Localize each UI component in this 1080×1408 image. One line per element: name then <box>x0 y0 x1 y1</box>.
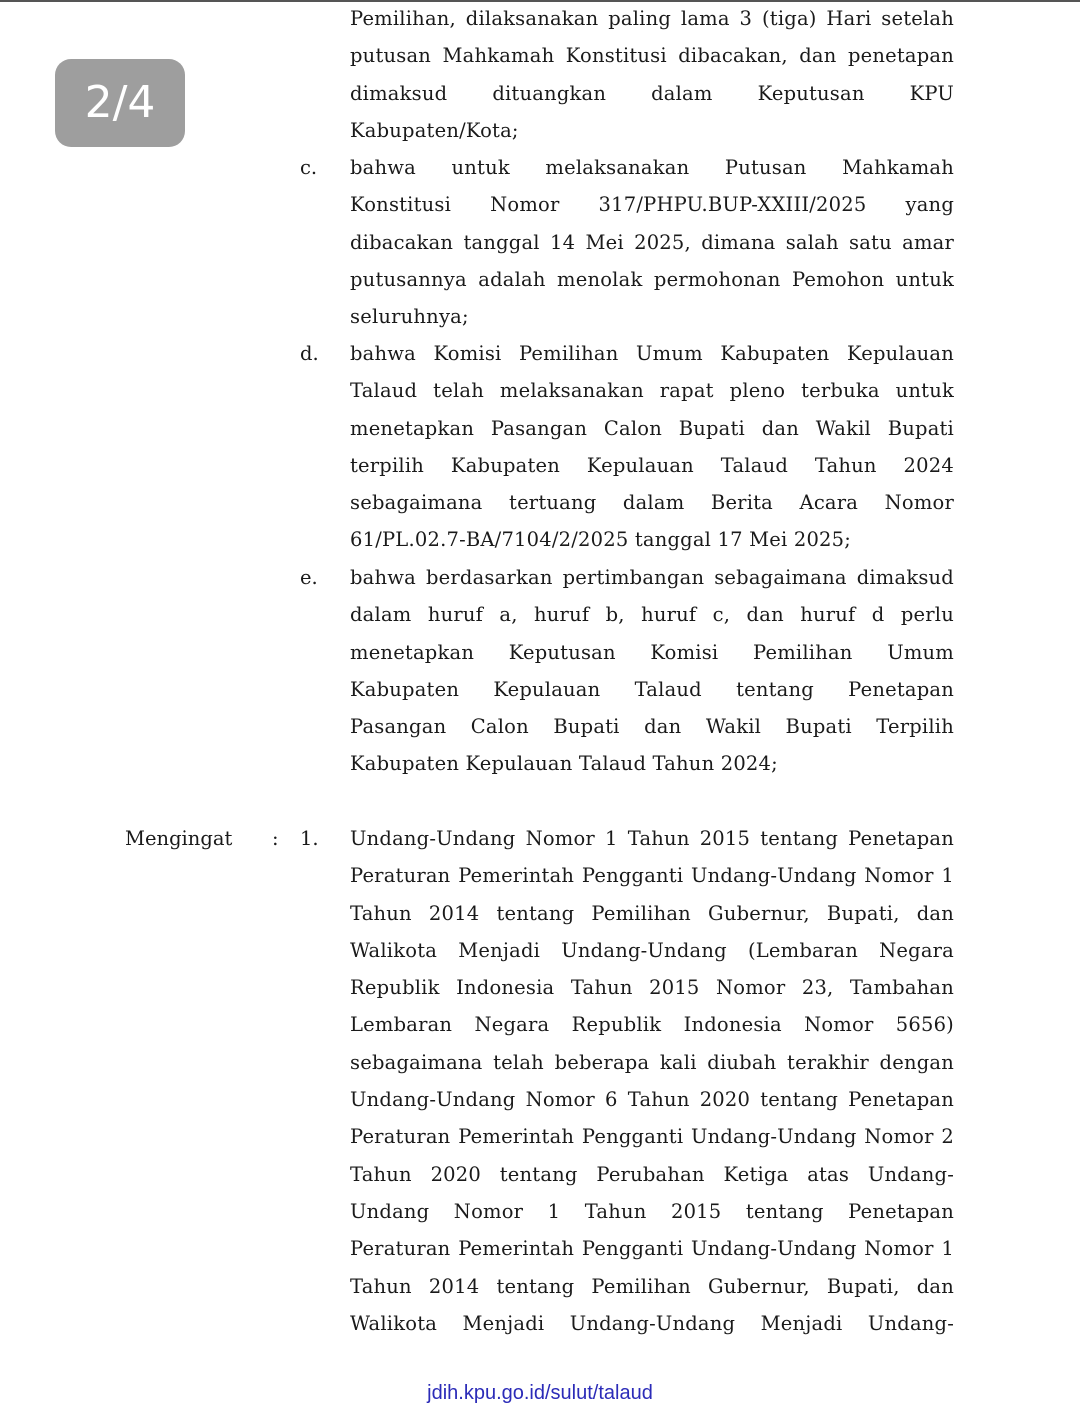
text-line: dalam huruf a, huruf b, huruf c, dan huruf d perlu <box>350 603 954 627</box>
page-indicator-badge: 2/4 <box>55 59 185 147</box>
text-line: menetapkan Pasangan Calon Bupati dan Wakil Bupati <box>350 416 954 440</box>
item-marker: 1. <box>300 827 319 850</box>
text-line: putusannya adalah menolak permohonan Pemohon untuk <box>350 267 954 291</box>
item-paragraph <box>350 335 954 559</box>
text-line: Undang-Undang Nomor 6 Tahun 2020 tentang Penetapan <box>350 1088 954 1112</box>
text-line: Kabupaten Kepulauan Talaud tentang Penetapan <box>350 677 954 701</box>
text-line: Walikota Menjadi Undang-Undang Menjadi Undang- <box>350 1311 954 1335</box>
text-line: dibacakan tanggal 14 Mei 2025, dimana salah satu amar <box>350 230 954 254</box>
text-line: Kabupaten Kepulauan Talaud Tahun 2024; <box>350 752 778 776</box>
text-line: Tahun 2020 tentang Perubahan Ketiga atas Undang- <box>350 1162 954 1186</box>
text-line: Peraturan Pemerintah Pengganti Undang-Undang Nomor 1 <box>350 864 954 888</box>
text-line: Peraturan Pemerintah Pengganti Undang-Undang Nomor 2 <box>350 1125 954 1149</box>
text-line: Konstitusi Nomor 317/PHPU.BUP-XXIII/2025 yang <box>350 193 954 217</box>
text-line: Tahun 2014 tentang Pemilihan Gubernur, Bupati, dan <box>350 1274 954 1298</box>
text-line: terpilih Kabupaten Kepulauan Talaud Tahun 2024 <box>350 453 954 477</box>
text-line: Talaud telah melaksanakan rapat pleno terbuka untuk <box>350 379 954 403</box>
mengingat-label: Mengingat <box>125 827 233 850</box>
text-line: Republik Indonesia Tahun 2015 Nomor 23, Tambahan <box>350 976 954 1000</box>
text-line: seluruhnya; <box>350 305 469 329</box>
mengingat-colon: : <box>272 827 279 850</box>
text-line: Walikota Menjadi Undang-Undang (Lembaran Negara <box>350 938 954 962</box>
text-line: Pasangan Calon Bupati dan Wakil Bupati Terpilih <box>350 715 954 739</box>
text-line: putusan Mahkamah Konstitusi dibacakan, dan penetapan <box>350 44 954 68</box>
text-line: bahwa Komisi Pemilihan Umum Kabupaten Kepulauan <box>350 342 954 365</box>
text-line: Tahun 2014 tentang Pemilihan Gubernur, Bupati, dan <box>350 901 954 925</box>
text-line: sebagaimana tertuang dalam Berita Acara Nomor <box>350 491 954 515</box>
item-paragraph <box>350 559 954 783</box>
text-line: Lembaran Negara Republik Indonesia Nomor 5656) <box>350 1013 954 1037</box>
source-url-link[interactable]: jdih.kpu.go.id/sulut/talaud <box>427 1382 653 1404</box>
item-paragraph <box>350 820 954 1342</box>
text-line: Undang-Undang Nomor 1 Tahun 2015 tentang Penetapan <box>350 827 954 850</box>
text-line: Undang Nomor 1 Tahun 2015 tentang Penetapan <box>350 1199 954 1223</box>
text-line: 61/PL.02.7-BA/7104/2/2025 tanggal 17 Mei 2025; <box>350 528 852 552</box>
text-line: menetapkan Keputusan Komisi Pemilihan Umum <box>350 640 954 664</box>
text-line: dimaksud dituangkan dalam Keputusan KPU <box>350 81 954 105</box>
text-line: bahwa untuk melaksanakan Putusan Mahkamah <box>350 156 954 179</box>
text-line: bahwa berdasarkan pertimbangan sebagaimana dimaksud <box>350 566 954 589</box>
text-line: Pemilihan, dilaksanakan paling lama 3 (tiga) Hari setelah <box>350 7 954 30</box>
text-line: Peraturan Pemerintah Pengganti Undang-Undang Nomor 1 <box>350 1237 954 1261</box>
item-marker: c. <box>300 156 318 179</box>
item-marker: e. <box>300 566 318 589</box>
text-line: Kabupaten/Kota; <box>350 118 519 142</box>
item-marker: d. <box>300 342 319 365</box>
text-line: sebagaimana telah beberapa kali diubah terakhir dengan <box>350 1050 954 1074</box>
item-paragraph <box>350 149 954 335</box>
continuation-paragraph <box>350 0 954 149</box>
